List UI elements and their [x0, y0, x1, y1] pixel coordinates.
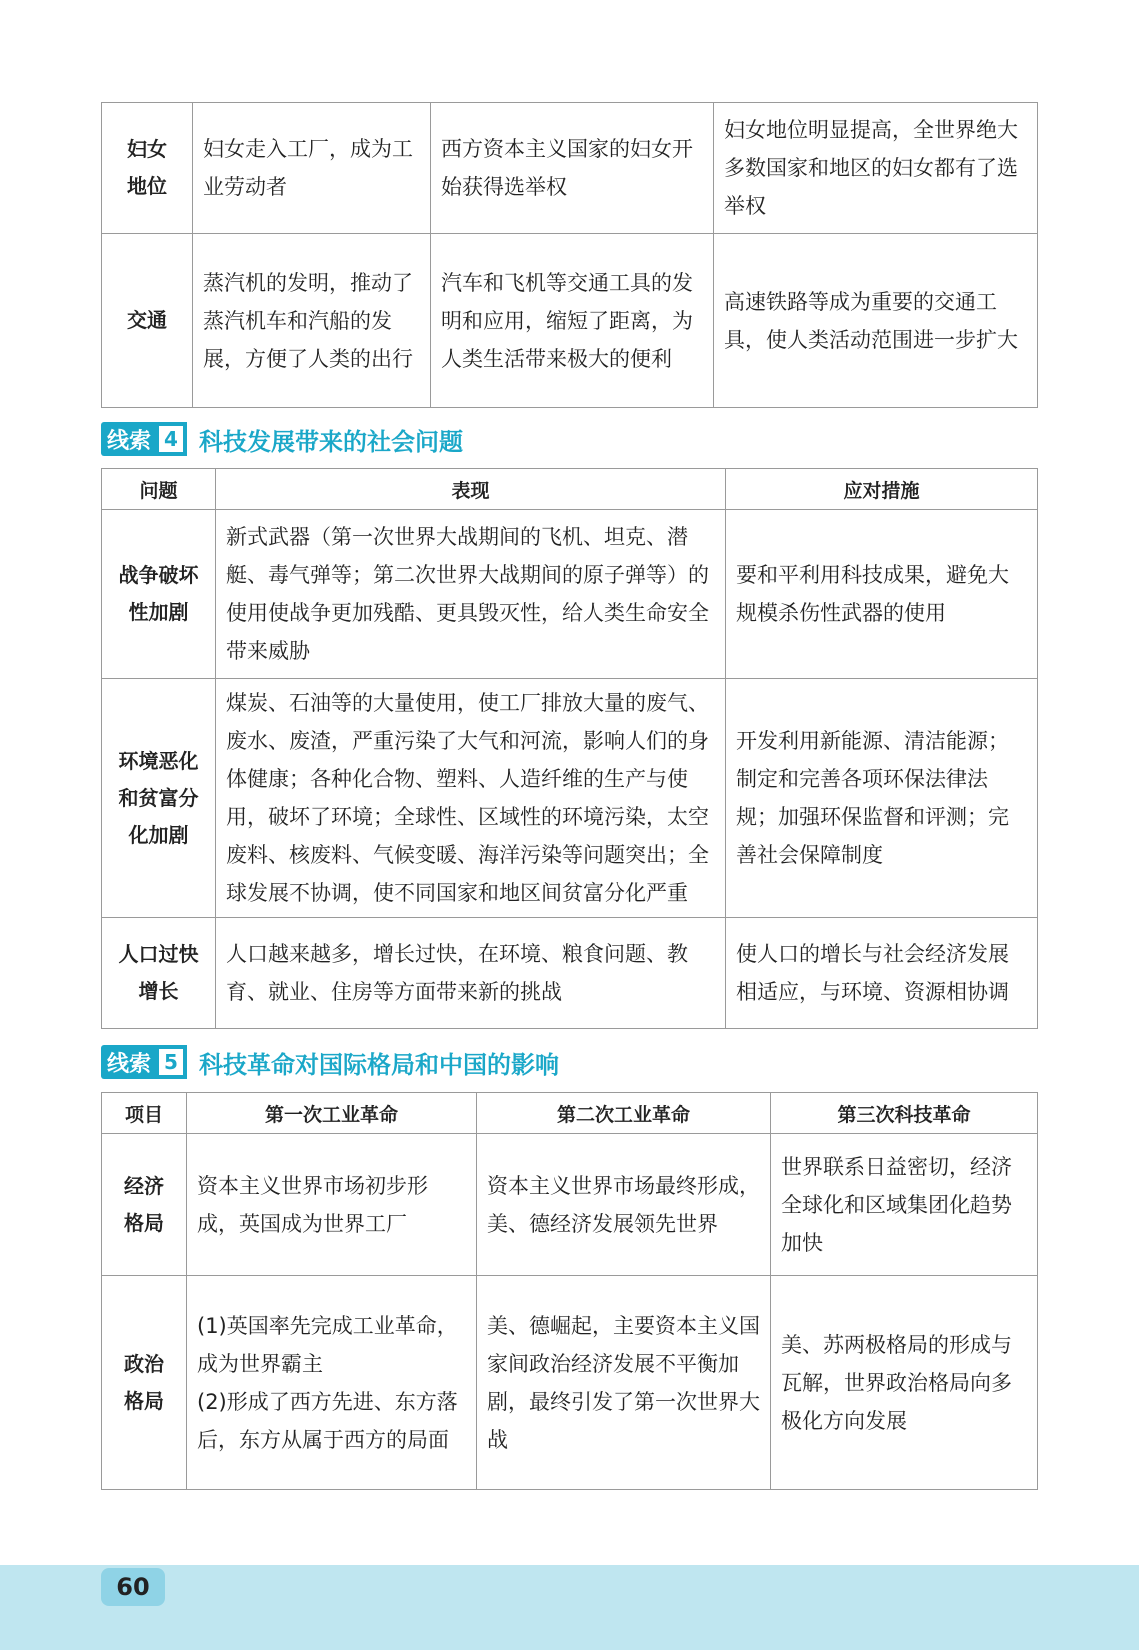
table-header-row — [102, 469, 1038, 510]
table-cell: 资本主义世界市场初步形成，英国成为世界工厂 — [187, 1134, 477, 1276]
column-header: 应对措施 — [726, 469, 1038, 510]
table-row — [102, 234, 1038, 408]
table-header-row — [102, 1093, 1038, 1134]
table-row — [102, 1276, 1038, 1490]
row-label: 战争破坏性加剧 — [102, 510, 216, 679]
list-item: (2)形成了西方先进、东方落后，东方从属于西方的局面 — [197, 1389, 458, 1452]
row-label: 政治格局 — [102, 1276, 187, 1490]
table-cell: 蒸汽机的发明，推动了蒸汽机车和汽船的发展，方便了人类的出行 — [193, 234, 431, 408]
row-label: 交通 — [102, 234, 193, 408]
table-row — [102, 679, 1038, 918]
table-cell: 妇女走入工厂，成为工业劳动者 — [193, 103, 431, 234]
table-cell: 西方资本主义国家的妇女开始获得选举权 — [431, 103, 714, 234]
table-row — [102, 510, 1038, 679]
international-impact-table — [101, 1092, 1038, 1490]
section-number: 5 — [159, 1049, 183, 1075]
row-label: 妇女地位 — [102, 103, 193, 234]
table-cell: 高速铁路等成为重要的交通工具，使人类活动范围进一步扩大 — [714, 234, 1038, 408]
table-row — [102, 103, 1038, 234]
table-cell: 世界联系日益密切，经济全球化和区域集团化趋势加快 — [771, 1134, 1038, 1276]
table-row — [102, 918, 1038, 1029]
column-header: 第二次工业革命 — [477, 1093, 771, 1134]
table-cell: 新式武器（第一次世界大战期间的飞机、坦克、潜艇、毒气弹等；第二次世界大战期间的原子弹等）的使用使战争更加残酷、更具毁灭性，给人类生命安全带来威胁 — [216, 510, 726, 679]
table-cell: 煤炭、石油等的大量使用，使工厂排放大量的废气、废水、废渣，严重污染了大气和河流，影响人们的身体健康；各种化合物、塑料、人造纤维的生产与使用，破坏了环境；全球性、区域性的环境污染，太空废料、核废料、气候变暖、海洋污染等问题突出；全球发展不协调，使不同国家和地区间贫富分化严重 — [216, 679, 726, 918]
table-cell — [187, 1276, 477, 1490]
column-header: 第三次科技革命 — [771, 1093, 1038, 1134]
table-row — [102, 1134, 1038, 1276]
list-item: (1)英国率先完成工业革命，成为世界霸主 — [197, 1313, 458, 1376]
section-tag: 线索 — [101, 1045, 157, 1079]
column-header: 问题 — [102, 469, 216, 510]
section-number: 4 — [159, 426, 183, 452]
column-header: 项目 — [102, 1093, 187, 1134]
page-footer-band — [0, 1565, 1139, 1650]
row-label: 环境恶化和贫富分化加剧 — [102, 679, 216, 918]
row-label: 经济格局 — [102, 1134, 187, 1276]
table-cell: 人口越来越多，增长过快，在环境、粮食问题、教育、就业、住房等方面带来新的挑战 — [216, 918, 726, 1029]
table-cell: 美、德崛起，主要资本主义国家间政治经济发展不平衡加剧，最终引发了第一次世界大战 — [477, 1276, 771, 1490]
table-cell: 妇女地位明显提高，全世界绝大多数国家和地区的妇女都有了选举权 — [714, 103, 1038, 234]
section-heading-4 — [101, 422, 463, 456]
table-cell: 美、苏两极格局的形成与瓦解，世界政治格局向多极化方向发展 — [771, 1276, 1038, 1490]
table-cell: 要和平利用科技成果，避免大规模杀伤性武器的使用 — [726, 510, 1038, 679]
table-cell: 汽车和飞机等交通工具的发明和应用，缩短了距离，为人类生活带来极大的便利 — [431, 234, 714, 408]
section-title: 科技发展带来的社会问题 — [199, 427, 464, 456]
table-cell: 资本主义世界市场最终形成，美、德经济发展领先世界 — [477, 1134, 771, 1276]
column-header: 第一次工业革命 — [187, 1093, 477, 1134]
impact-table — [101, 102, 1038, 408]
section-title: 科技革命对国际格局和中国的影响 — [199, 1050, 560, 1079]
page-number: 60 — [101, 1568, 165, 1606]
table-cell: 使人口的增长与社会经济发展相适应，与环境、资源相协调 — [726, 918, 1038, 1029]
column-header: 表现 — [216, 469, 726, 510]
section-tag: 线索 — [101, 422, 157, 456]
section-heading-5 — [101, 1045, 559, 1079]
social-problems-table — [101, 468, 1038, 1029]
table-cell: 开发利用新能源、清洁能源；制定和完善各项环保法律法规；加强环保监督和评测；完善社会保障制度 — [726, 679, 1038, 918]
row-label: 人口过快增长 — [102, 918, 216, 1029]
